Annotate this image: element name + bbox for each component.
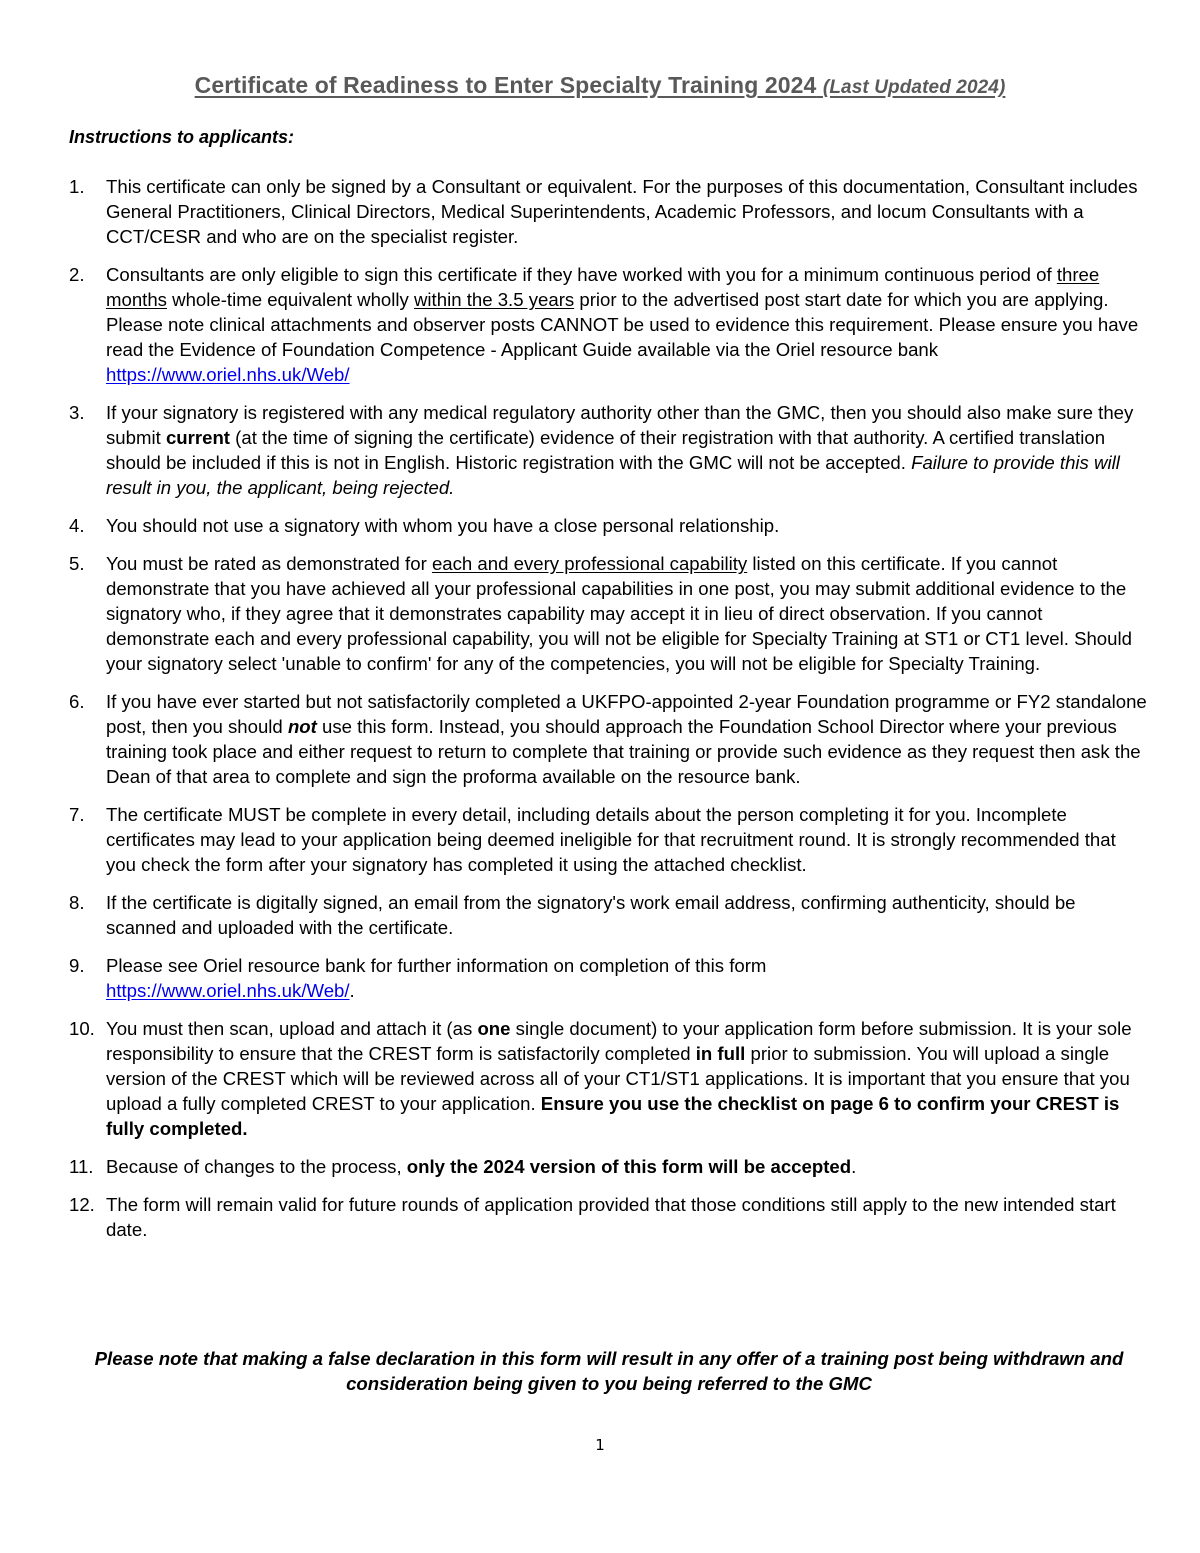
item-text: whole-time equivalent wholly — [166, 289, 414, 310]
underlined-within-years: within the 3.5 years — [414, 289, 575, 310]
list-item — [69, 1154, 1149, 1179]
item-number: 2. — [69, 264, 85, 285]
item-number: 4. — [69, 515, 85, 536]
underlined-three-months: three months — [106, 264, 1100, 310]
item-text: Please see Oriel resource bank for further information on completion of this form — [106, 955, 767, 976]
item-text: The certificate MUST be complete in every detail, including details about the person completing it for you. Incomplete certificates may lead to your application being deemed ineligible for that recruitment round. It is strongly recommended that you check the form after your signatory has completed it using the attached checklist. — [106, 804, 1116, 875]
bold-current: current — [165, 427, 230, 448]
bold-in-full: in full — [695, 1043, 746, 1064]
item-number: 6. — [69, 691, 85, 712]
item-number: 1. — [69, 176, 85, 197]
item-number: 5. — [69, 553, 85, 574]
item-text: This certificate can only be signed by a Consultant or equivalent. For the purposes of this documentation, Consultant includes General Practitioners, Clinical Directors, Medical Superintendents, Academic Professors, and locum Consultants with a CCT/CESR and who are on the specialist register. — [106, 176, 1138, 247]
list-item — [69, 400, 1149, 500]
page-number: 1 — [595, 1436, 605, 1454]
list-item — [69, 802, 1149, 877]
item-text: If your signatory is registered with any medical regulatory authority other than the GMC, then you should also make sure they submit — [106, 402, 1134, 448]
item-text: . — [349, 980, 355, 1001]
item-text: You must then scan, upload and attach it (as — [106, 1018, 478, 1039]
list-item — [69, 513, 1149, 538]
item-number: 3. — [69, 402, 85, 423]
list-item — [69, 689, 1149, 789]
item-text: You must be rated as demonstrated for — [106, 553, 432, 574]
item-text: You should not use a signatory with whom you have a close personal relationship. — [106, 515, 780, 536]
bold-one: one — [477, 1018, 511, 1039]
list-item — [69, 890, 1149, 940]
list-item — [69, 551, 1149, 676]
item-number: 11. — [69, 1156, 94, 1177]
item-text: If the certificate is digitally signed, an email from the signatory's work email address, confirming authenticity, should be scanned and uploaded with the certificate. — [106, 892, 1076, 938]
item-number: 12. — [69, 1194, 95, 1215]
item-text: use this form. Instead, you should approach the Foundation School Director where your previous training took place and either request to return to complete that training or provide such evidence as they request then ask the Dean of that area to complete and sign the proforma available on the resource bank. — [106, 716, 1141, 787]
oriel-resource-link[interactable]: https://www.oriel.nhs.uk/Web/ — [106, 364, 350, 385]
item-text: The form will remain valid for future rounds of application provided that those conditions still apply to the new intended start date. — [106, 1194, 1116, 1240]
bold-checklist-note: Ensure you use the checklist on page 6 to confirm your CREST is fully completed. — [106, 1093, 1120, 1139]
list-item — [69, 262, 1149, 387]
list-item — [69, 953, 1149, 1003]
italic-rejection-warning: Failure to provide this will result in you, the applicant, being rejected. — [106, 452, 1120, 498]
list-item — [69, 1016, 1149, 1141]
item-text: listed on this certificate. If you cannot demonstrate that you have achieved all your professional capabilities in one post, you may submit additional evidence to the signatory who, if they agree that it demonstrates capability may accept it in lieu of direct observation. If you cannot demonstrate each and every professional capability, you will not be eligible for Specialty Training at ST1 or CT1 level. Should your signatory select 'unable to confirm' for any of the competencies, you will not be eligible for Specialty Training. — [106, 553, 1132, 674]
item-text: If you have ever started but not satisfactorily completed a UKFPO-appointed 2-year Foundation programme or FY2 standalone post, then you should — [106, 691, 1147, 737]
item-number: 10. — [69, 1018, 95, 1039]
list-item — [69, 174, 1149, 249]
item-text: prior to the advertised post start date for which you are applying. Please note clinical attachments and observer posts CANNOT be used to evidence this requirement. Please ensure you have read the Evidence of Foundation Competence - Applicant Guide available via the Oriel resource bank — [106, 289, 1139, 360]
item-text: prior to submission. You will upload a single version of the CREST which will be reviewed across all of your CT1/ST1 applications. It is important that you ensure that you upload a fully completed CREST to your application. — [106, 1043, 1130, 1114]
underlined-each-capability: each and every professional capability — [431, 553, 748, 574]
bold-version-note: only the 2024 version of this form will be accepted — [406, 1156, 852, 1177]
item-number: 8. — [69, 892, 85, 913]
item-text: . — [851, 1156, 857, 1177]
title-text: Certificate of Readiness to Enter Specialty Training 2024 — [194, 72, 817, 98]
item-number: 7. — [69, 804, 85, 825]
item-text: single document) to your application form before submission. It is your sole responsibility to ensure that the CREST form is satisfactorily completed — [106, 1018, 1132, 1064]
bold-italic-not: not — [287, 716, 317, 737]
item-text: (at the time of signing the certificate) evidence of their registration with that authority. A certified translation should be included if this is not in English. Historic registration with the GMC will not be accepted. — [106, 427, 1106, 473]
oriel-resource-link[interactable]: https://www.oriel.nhs.uk/Web/ — [106, 980, 350, 1001]
item-number: 9. — [69, 955, 85, 976]
document-title — [0, 72, 1200, 99]
item-text: Because of changes to the process, — [106, 1156, 407, 1177]
title-last-updated: (Last Updated 2024) — [822, 77, 1006, 98]
instructions-list — [69, 174, 1149, 1255]
item-text: Consultants are only eligible to sign this certificate if they have worked with you for a minimum continuous period of — [106, 264, 1057, 285]
instructions-heading: Instructions to applicants: — [69, 127, 295, 147]
false-declaration-warning: Please note that making a false declaration in this form will result in any offer of a training post being withdrawn and consideration being given to you being referred to the GMC — [94, 1348, 1124, 1394]
list-item — [69, 1192, 1149, 1242]
